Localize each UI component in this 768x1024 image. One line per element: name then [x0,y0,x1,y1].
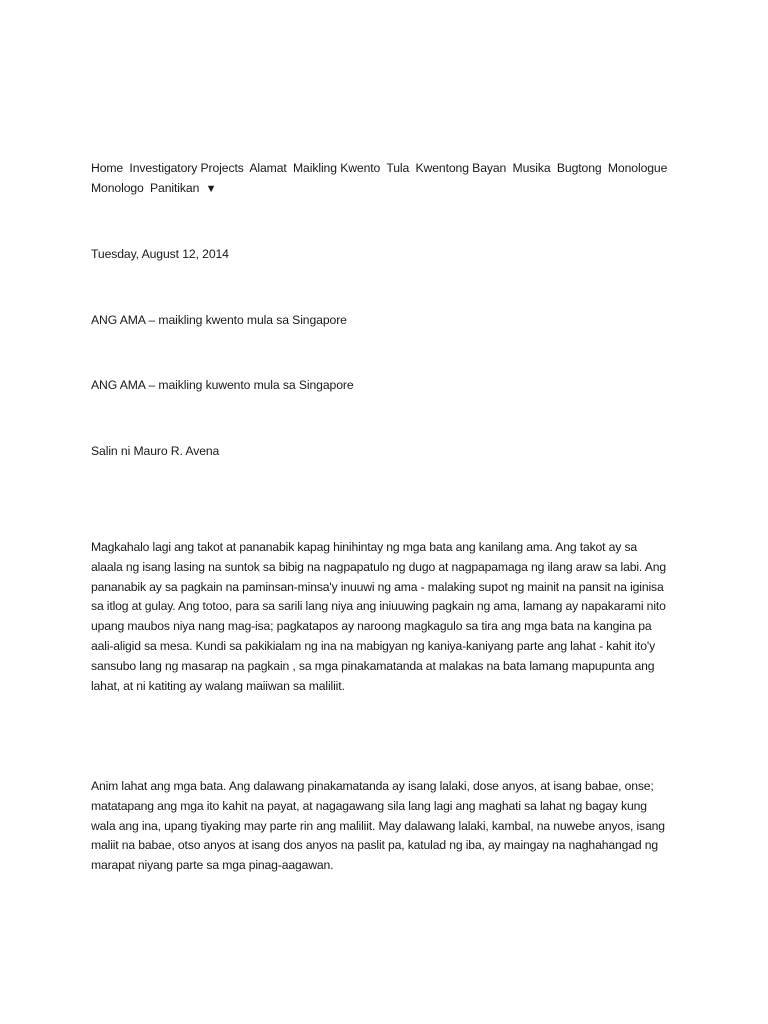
nav-item-musika[interactable]: Musika [512,161,551,175]
post-title: ANG AMA – maikling kwento mula sa Singapore [91,313,347,327]
nav-item-monologue[interactable]: Monologue [607,161,668,175]
story-paragraph-1: Magkahalo lagi ang takot at pananabik kapag hinihintay ng mga bata ang kanilang ama. Ang takot ay sa alaala ng isang lasing na suntok sa bibig na nagpapatulo ng dugo at nagpapamaga ng ilang araw sa labi. Ang pananabik ay sa pagkain na paminsan-minsa'y inuuwi ng ama - malaking supot ng mainit na pansit na iginisa sa itlog at gulay. Ang totoo, para sa sarili lang niya ang iniuuwing pagkain ng ama, lamang ay napakarami nito upang maubos niya nang mag-isa; pagkatapos ay naroong magkagulo sa tira ang mga bata na kangina pa aali-aligid sa mesa. Kundi sa pakikialam ng ina na mabigyan ng kaniya-kaniyang parte ang lahat - kahit ito'y sansubo lang ng masarap na pagkain , sa mga pinakamatanda at malakas na bata lamang mapupunta ang lahat, at ni katiting ay walang maiiwan sa maliliit. [91,540,666,693]
story-paragraph-2: Anim lahat ang mga bata. Ang dalawang pinakamatanda ay isang lalaki, dose anyos, at isang babae, onse; matatapang ang mga ito kahit na payat, at nagagawang sila lang lagi ang maghati sa lahat ng bagay kung wala ang ina, upang tiyaking may parte rin ang maliliit. May dalawang lalaki, kambal, na nuwebe anyos, isang maliit na babae, otso anyos at isang dos anyos na paslit pa, katulad ng iba, ay maingay na naghahangad ng marapat niyang parte sa mga pinag-aagawan. [91,779,665,873]
nav-item-monologo[interactable]: Monologo [91,181,144,195]
nav-item-kwentong-bayan[interactable]: Kwentong Bayan [415,161,507,175]
dropdown-triangle-icon[interactable]: ▼ [205,183,217,195]
nav-item-tula[interactable]: Tula [386,161,410,175]
nav-item-bugtong[interactable]: Bugtong [556,161,602,175]
blog-nav-menu [91,158,671,199]
nav-item-investigatory-projects[interactable]: Investigatory Projects [129,161,244,175]
translator-credit: Salin ni Mauro R. Avena [91,444,220,458]
nav-item-maikling-kwento[interactable]: Maikling Kwento [293,161,381,175]
post-date: Tuesday, August 12, 2014 [91,247,229,261]
nav-item-home[interactable]: Home [91,161,124,175]
post-subtitle: ANG AMA – maikling kuwento mula sa Singapore [91,378,354,392]
nav-item-panitikan[interactable]: Panitikan [150,181,200,195]
nav-item-alamat[interactable]: Alamat [249,161,287,175]
